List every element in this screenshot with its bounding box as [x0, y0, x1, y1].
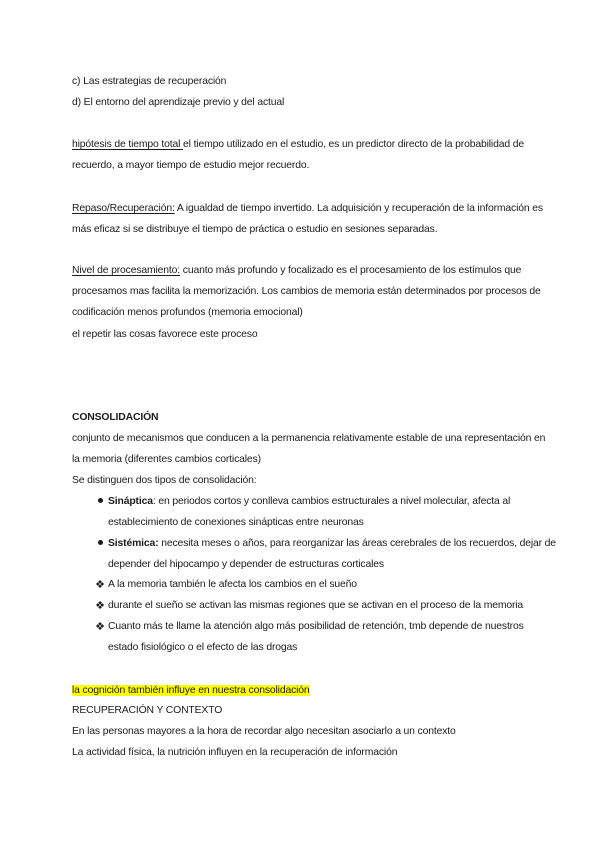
- highlighted-text: la cognición también influye en nuestra consolidación: [72, 685, 310, 696]
- recuperacion-line-2: La actividad física, la nutrición influyen en la recuperación de información: [72, 747, 398, 758]
- recuperacion-line-1: En las personas mayores a la hora de recordar algo necesitan asociarlo a un contexto: [72, 726, 456, 737]
- diamond-item-2: durante el sueño se activan las mismas regiones que se activan en el proceso de la memoria: [108, 600, 524, 611]
- bullet-sistemica-line-1: [108, 537, 556, 551]
- repaso-paragraph-line-1: [72, 202, 543, 216]
- repaso-text-2: más eficaz si se distribuye el tiempo de práctica o estudio en sesiones separadas.: [72, 224, 438, 235]
- bullet-term: Sistémica:: [108, 538, 159, 549]
- bullet-sinaptica-line-2: establecimiento de conexiones sinápticas entre neuronas: [108, 517, 364, 528]
- nivel-paragraph-line-1: [72, 264, 521, 278]
- nivel-text-2: procesamos mas facilita la memorización. Los cambios de memoria están determinados por procesos de: [72, 286, 541, 297]
- bullet-sinaptica-line-1: [108, 495, 510, 509]
- hipotesis-term: hipótesis de tiempo total: [72, 139, 184, 150]
- repaso-term: Repaso/Recuperación:: [72, 203, 175, 214]
- hipotesis-paragraph-line-1: [72, 138, 524, 152]
- repaso-text-1: A igualdad de tiempo invertido. La adquisición y recuperación de la información es: [174, 203, 543, 214]
- recuperacion-heading: RECUPERACIÓN Y CONTEXTO: [72, 705, 223, 716]
- bullet-dot-icon: [92, 495, 108, 509]
- bullet-term: Sináptica: [108, 496, 153, 507]
- hipotesis-text-2: recuerdo, a mayor tiempo de estudio mejor recuerdo.: [72, 160, 310, 171]
- diamond-item-3-continuation: estado fisiológico o el efecto de las drogas: [108, 642, 298, 653]
- hipotesis-text-1: el tiempo utilizado en el estudio, es un predictor directo de la probabilidad de: [183, 139, 524, 150]
- diamond-item-1: A la memoria también le afecta los cambios en el sueño: [108, 579, 357, 590]
- nivel-term: Nivel de procesamiento:: [72, 265, 181, 276]
- nivel-text-3: codificación menos profundos (memoria emocional): [72, 307, 303, 318]
- consolidacion-intro-1: conjunto de mecanismos que conducen a la permanencia relativamente estable de una representación en: [72, 433, 546, 444]
- bullet-dot-icon: [92, 537, 108, 551]
- cognicion-highlight-line: [72, 684, 310, 698]
- consolidacion-intro-2: la memoria (diferentes cambios corticales): [72, 454, 261, 465]
- bullet-line-1: : en periodos cortos y conlleva cambios estructurales a nivel molecular, afecta al: [152, 496, 511, 507]
- consolidacion-heading: CONSOLIDACIÓN: [72, 412, 159, 423]
- diamond-bullet-icon: ❖: [95, 579, 105, 591]
- nivel-text-1: cuanto más profundo y focalizado es el procesamiento de los estímulos que: [180, 265, 522, 276]
- list-item-c: c) Las estrategias de recuperación: [72, 76, 227, 87]
- diamond-bullet-icon: ❖: [95, 600, 105, 612]
- bullet-sistemica-line-2: depender del hipocampo y depender de estructuras corticales: [108, 559, 384, 570]
- list-item-d: d) El entorno del aprendizaje previo y del actual: [72, 97, 285, 108]
- nivel-text-4: el repetir las cosas favorece este proceso: [72, 329, 258, 340]
- diamond-item-3: Cuanto más te llame la atención algo más posibilidad de retención, tmb depende de nuestros: [108, 621, 524, 632]
- consolidacion-intro-3: Se distinguen dos tipos de consolidación:: [72, 475, 257, 486]
- bullet-line-1: necesita meses o años, para reorganizar las áreas cerebrales de los recuerdos, dejar de: [158, 538, 556, 549]
- diamond-bullet-icon: ❖: [95, 621, 105, 633]
